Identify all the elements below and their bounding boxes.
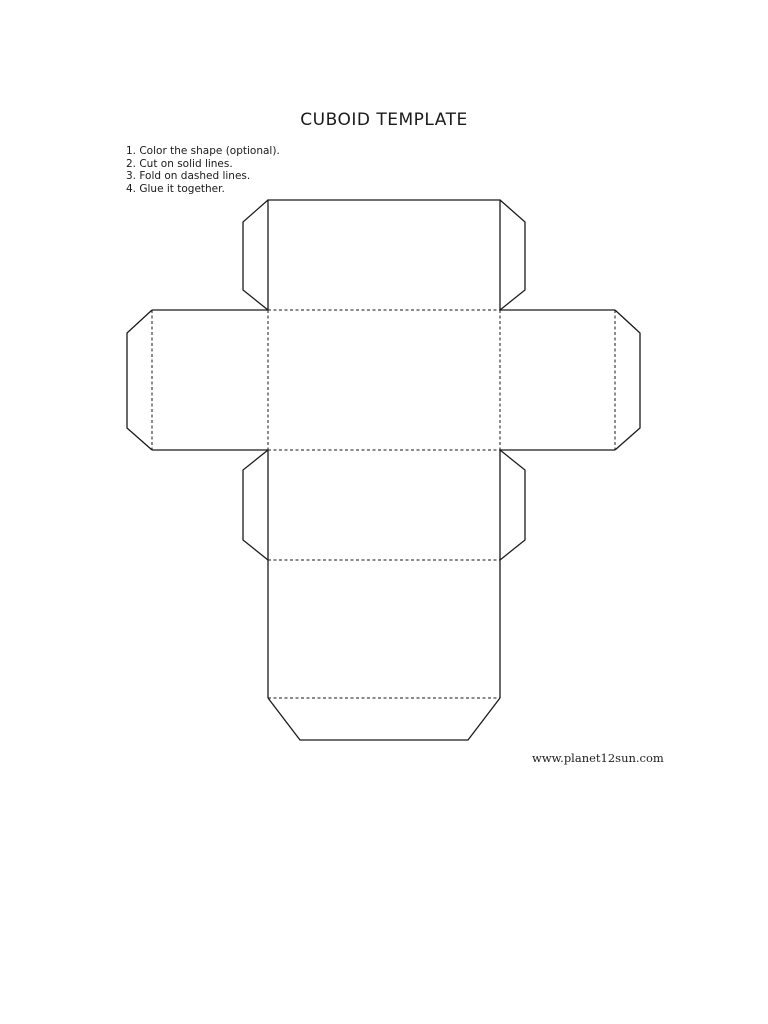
right-end-tab [615, 310, 640, 450]
right-face [500, 310, 615, 450]
instruction-step-3: 3. Fold on dashed lines. [126, 170, 251, 182]
instruction-step-4: 4. Glue it together. [126, 182, 225, 195]
bottom-end-tab [268, 698, 500, 740]
left-end-tab [127, 310, 152, 450]
instruction-step-1: 1. Color the shape (optional). [126, 145, 280, 157]
top-face [268, 200, 500, 310]
website-credit: www.planet12sun.com [532, 751, 664, 765]
top-right-tab [500, 200, 525, 310]
page-title: CUBOID TEMPLATE [300, 110, 468, 130]
top-left-tab [243, 200, 268, 310]
lower-right-tab [500, 450, 525, 560]
instruction-step-2: 2. Cut on solid lines. [126, 157, 233, 170]
bottom-face [268, 450, 500, 698]
left-face [152, 310, 268, 450]
lower-left-tab [243, 450, 268, 560]
fold-lines [152, 200, 615, 698]
